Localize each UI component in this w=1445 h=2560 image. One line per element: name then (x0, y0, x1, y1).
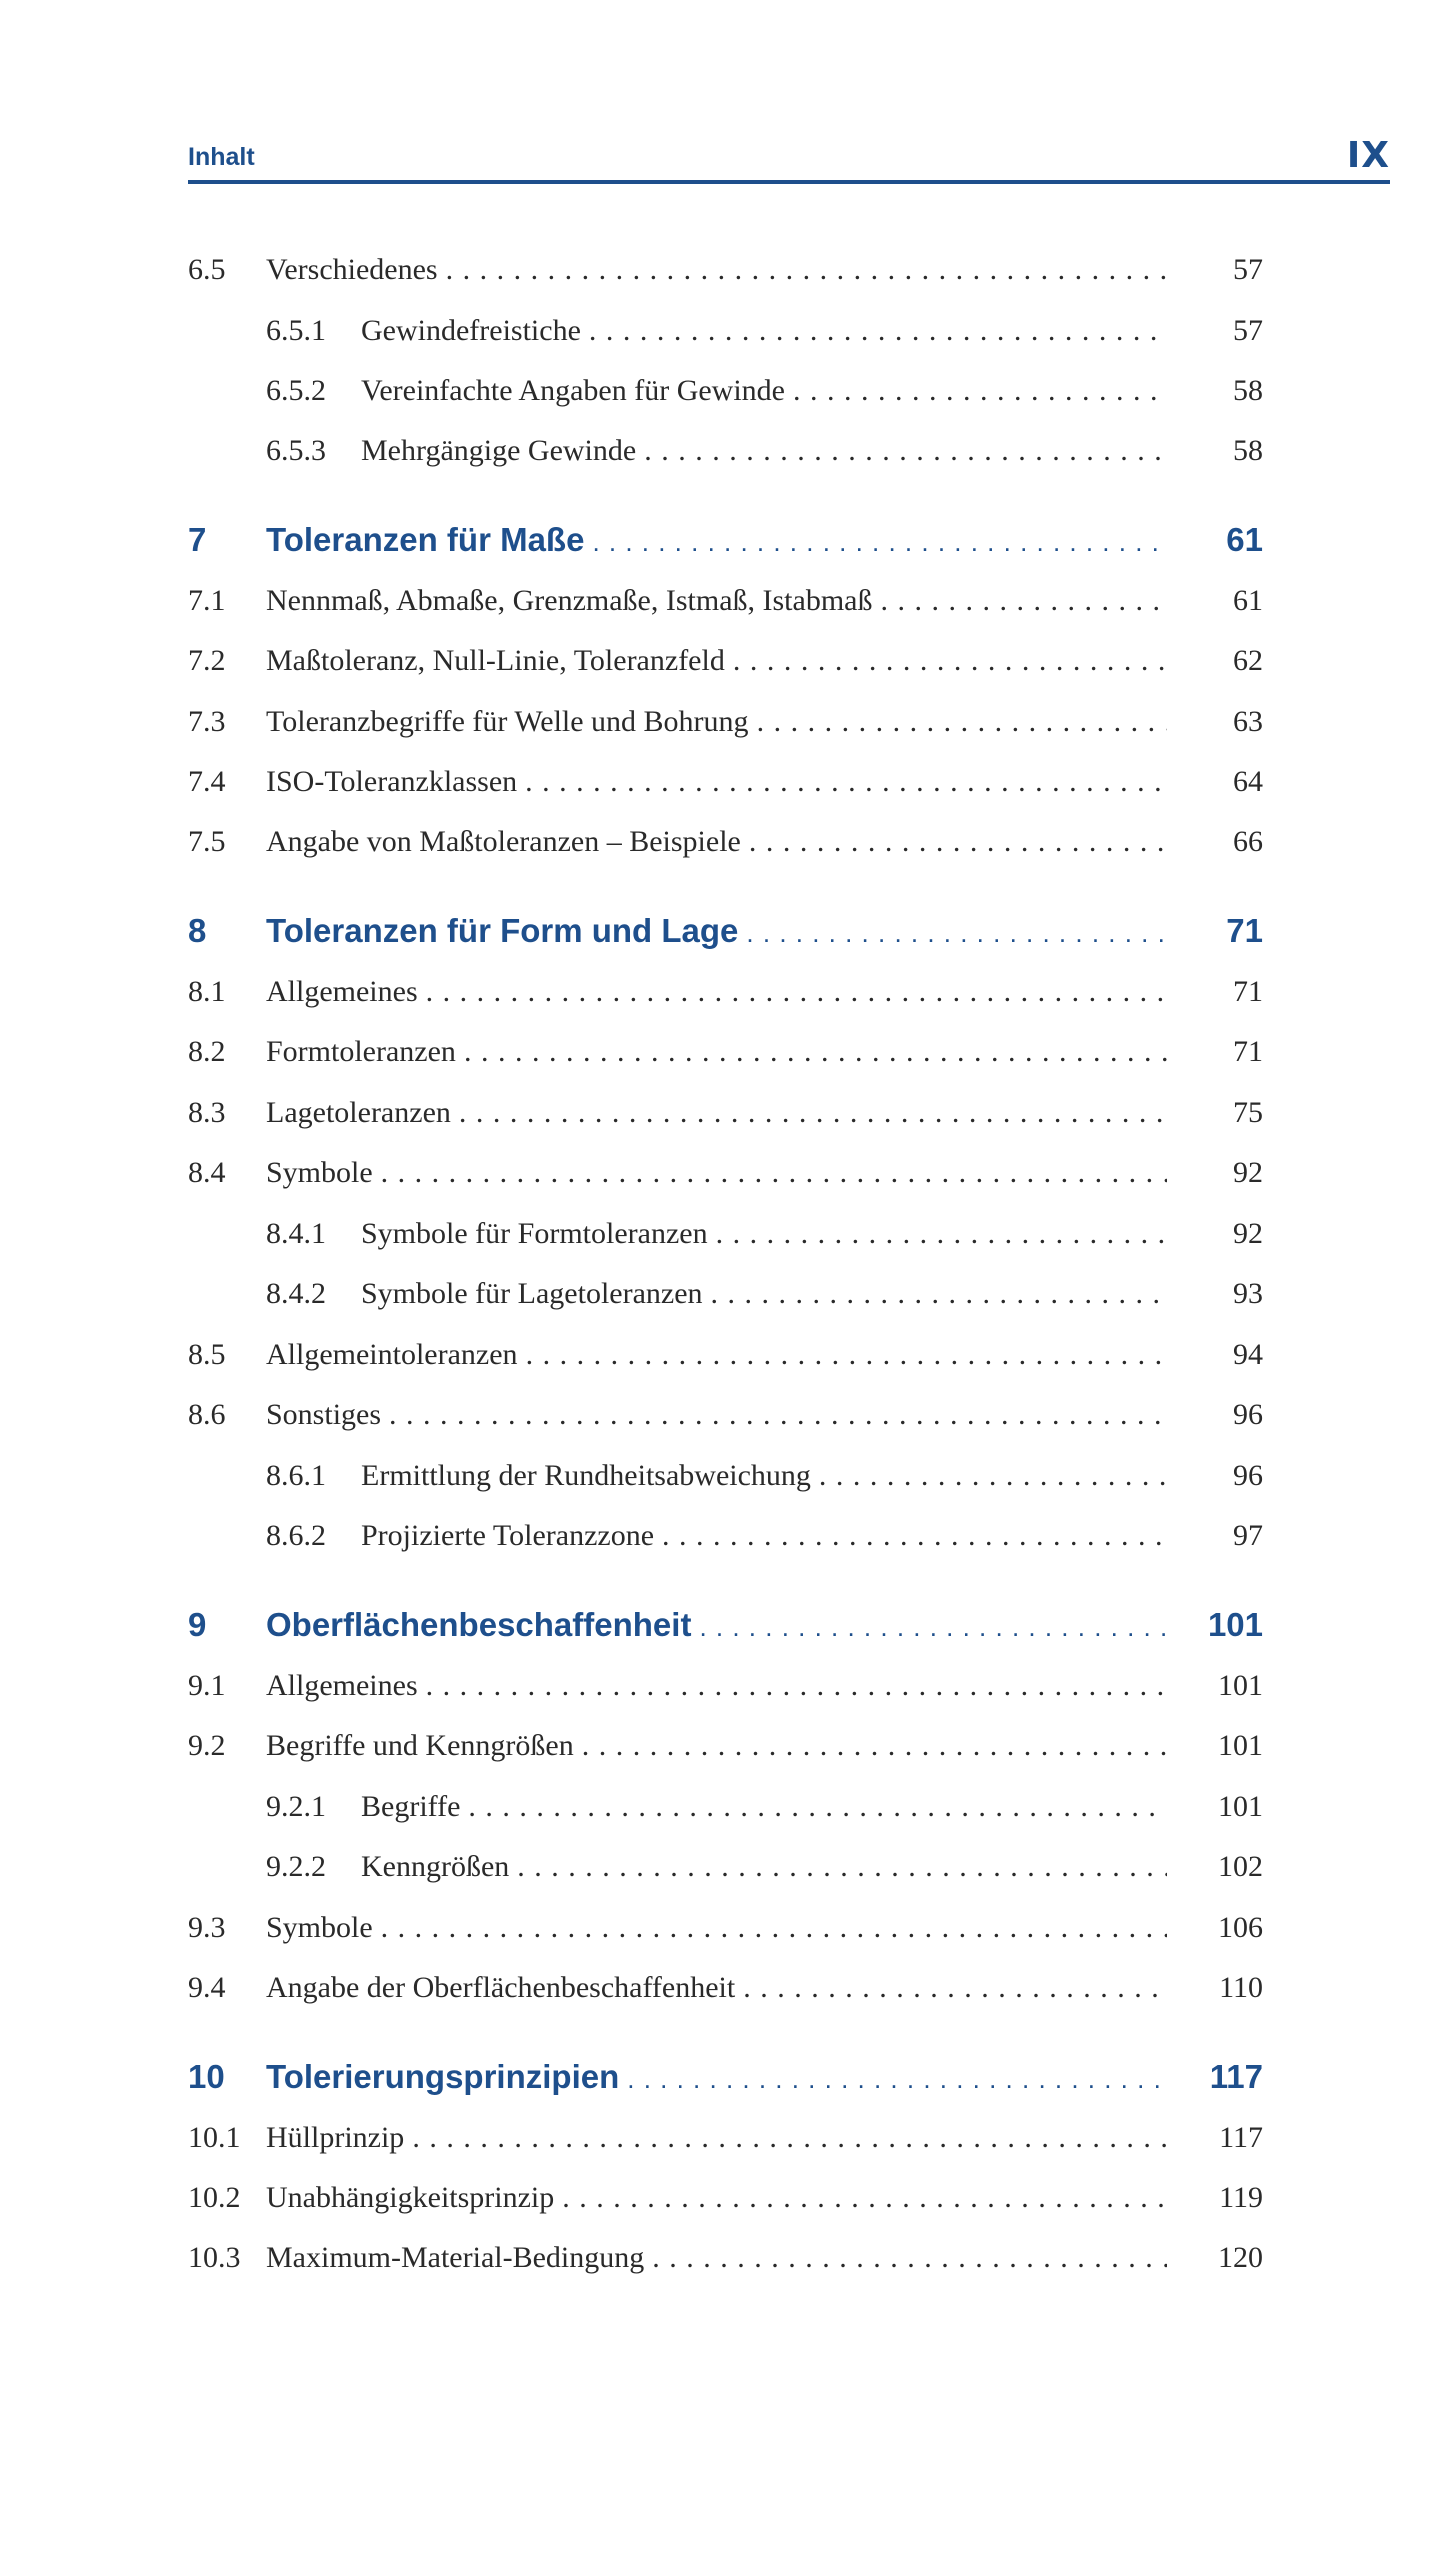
toc-entry[interactable] (188, 1664, 1263, 1708)
toc-entry[interactable] (188, 309, 1263, 353)
toc-entry-number: 9.4 (188, 1971, 226, 2004)
toc-entry-number: 8.2 (188, 1035, 226, 1068)
toc-entry-number: 9 (188, 1606, 207, 1643)
toc-entry-title: Ermittlung der Rundheitsabweichung . . . (361, 1454, 1167, 1498)
toc-entry-page: 117 (1219, 2121, 1263, 2154)
toc-entry-title: Symbole für Formtoleranzen . . . (361, 1212, 1167, 1256)
toc-entry-title: Toleranzen für Maße . . . (266, 518, 1167, 564)
toc-entry[interactable] (188, 248, 1263, 292)
toc-entry-number: 8.3 (188, 1096, 226, 1129)
toc-entry-number: 8.6.2 (266, 1519, 326, 1552)
toc-entry-number: 7.3 (188, 705, 226, 738)
toc-entry-number: 6.5.1 (266, 314, 326, 347)
toc-entry[interactable] (188, 2116, 1263, 2160)
toc-entry-title: Projizierte Toleranzzone . . . (361, 1514, 1167, 1558)
toc-entry-page: 62 (1233, 644, 1263, 677)
toc-entry[interactable] (188, 429, 1263, 473)
toc-entry-title: Maßtoleranz, Null-Linie, Toleranzfeld . . . (266, 639, 1167, 683)
toc-entry-number: 7.2 (188, 644, 226, 677)
page-header (188, 128, 1390, 184)
toc-entry-number: 8.4.1 (266, 1217, 326, 1250)
toc-entry-page: 71 (1233, 1035, 1263, 1068)
toc-entry-page: 106 (1218, 1911, 1263, 1944)
toc-entry-title: Symbole . . . (266, 1906, 1167, 1950)
toc-entry-title: Oberflächenbeschaffenheit . . . (266, 1603, 1167, 1649)
toc-entry-page: 97 (1233, 1519, 1263, 1552)
toc-entry-title: Kenngrößen . . . (361, 1845, 1167, 1889)
toc-entry-title: Begriffe . . . (361, 1785, 1167, 1829)
toc-entry-number: 6.5 (188, 253, 226, 286)
toc-entry[interactable] (188, 1333, 1263, 1377)
toc-entry-number: 7 (188, 521, 207, 558)
toc-entry[interactable] (188, 760, 1263, 804)
toc-chapter-entry[interactable] (188, 518, 1263, 562)
toc-entry-number: 10.3 (188, 2241, 241, 2274)
toc-entry-title: Unabhängigkeitsprinzip . . . (266, 2176, 1167, 2220)
toc-entry[interactable] (188, 1212, 1263, 1256)
toc-entry-number: 8 (188, 912, 207, 949)
toc-entry-title: Vereinfachte Angaben für Gewinde . . . (361, 369, 1167, 413)
toc-entry-page: 57 (1233, 253, 1263, 286)
toc-entry-number: 8.5 (188, 1338, 226, 1371)
toc-entry[interactable] (188, 1724, 1263, 1768)
toc-entry[interactable] (188, 2176, 1263, 2220)
toc-entry-title: ISO-Toleranzklassen . . . (266, 760, 1167, 804)
toc-entry-page: 58 (1233, 434, 1263, 467)
toc-entry-number: 7.1 (188, 584, 226, 617)
toc-entry-number: 7.5 (188, 825, 226, 858)
toc-entry-title: Maximum-Material-Bedingung . . . (266, 2236, 1167, 2280)
toc-entry-title: Angabe der Oberflächenbeschaffenheit . . . (266, 1966, 1167, 2010)
toc-entry-number: 10.2 (188, 2181, 241, 2214)
toc-chapter-entry[interactable] (188, 909, 1263, 953)
toc-entry-page: 101 (1218, 1790, 1263, 1823)
toc-entry-page: 119 (1219, 2181, 1263, 2214)
toc-entry-page: 92 (1233, 1156, 1263, 1189)
toc-entry-title: Toleranzen für Form und Lage . . . (266, 909, 1167, 955)
toc-entry-number: 6.5.3 (266, 434, 326, 467)
toc-entry-number: 9.1 (188, 1669, 226, 1702)
toc-entry[interactable] (188, 970, 1263, 1014)
toc-entry-number: 8.4 (188, 1156, 226, 1189)
toc-entry-page: 57 (1233, 314, 1263, 347)
toc-entry-title: Lagetoleranzen . . . (266, 1091, 1167, 1135)
toc-entry[interactable] (188, 2236, 1263, 2280)
toc-entry-page: 96 (1233, 1459, 1263, 1492)
toc-entry-number: 9.2 (188, 1729, 226, 1762)
toc-entry-page: 101 (1207, 1606, 1263, 1643)
toc-entry-number: 8.6.1 (266, 1459, 326, 1492)
toc-entry-page: 66 (1233, 825, 1263, 858)
toc-entry-page: 71 (1226, 912, 1263, 949)
toc-entry-title: Allgemeines . . . (266, 1664, 1167, 1708)
toc-entry-title: Hüllprinzip . . . (266, 2116, 1167, 2160)
toc-entry[interactable] (188, 1785, 1263, 1829)
toc-entry-title: Formtoleranzen . . . (266, 1030, 1167, 1074)
toc-entry-page: 120 (1218, 2241, 1263, 2274)
toc-entry-number: 9.2.2 (266, 1850, 326, 1883)
toc-entry-page: 63 (1233, 705, 1263, 738)
toc-entry-page: 58 (1233, 374, 1263, 407)
toc-entry-page: 61 (1226, 521, 1263, 558)
toc-chapter-entry[interactable] (188, 1603, 1263, 1647)
toc-entry[interactable] (188, 369, 1263, 413)
header-page-number: IX (1346, 135, 1390, 176)
toc-entry-title: Allgemeines . . . (266, 970, 1167, 1014)
toc-entry-title: Symbole . . . (266, 1151, 1167, 1195)
toc-entry-number: 8.6 (188, 1398, 226, 1431)
toc-entry[interactable] (188, 1454, 1263, 1498)
toc-entry[interactable] (188, 1906, 1263, 1950)
toc-entry-title: Mehrgängige Gewinde . . . (361, 429, 1167, 473)
toc-entry-title: Sonstiges . . . (266, 1393, 1167, 1437)
toc-entry[interactable] (188, 639, 1263, 683)
header-title: Inhalt (188, 143, 255, 171)
toc-entry[interactable] (188, 1091, 1263, 1135)
toc-entry-page: 64 (1233, 765, 1263, 798)
toc-entry-page: 96 (1233, 1398, 1263, 1431)
toc-entry-title: Tolerierungsprinzipien . . . (266, 2055, 1167, 2101)
toc-entry-number: 8.4.2 (266, 1277, 326, 1310)
toc-entry-number: 10 (188, 2058, 225, 2095)
toc-entry-page: 75 (1233, 1096, 1263, 1129)
toc-entry[interactable] (188, 1151, 1263, 1195)
toc-entry[interactable] (188, 579, 1263, 623)
toc-entry-title: Gewindefreistiche . . . (361, 309, 1167, 353)
toc-entry-title: Nennmaß, Abmaße, Grenzmaße, Istmaß, Istabmaß . . . (266, 579, 1167, 623)
toc-entry-page: 101 (1218, 1729, 1263, 1762)
toc-entry[interactable] (188, 1966, 1263, 2010)
toc-entry[interactable] (188, 1514, 1263, 1558)
toc-entry-page: 101 (1218, 1669, 1263, 1702)
toc-entry-page: 93 (1233, 1277, 1263, 1310)
toc-entry-page: 117 (1209, 2058, 1263, 2095)
toc-entry-title: Begriffe und Kenngrößen . . . (266, 1724, 1167, 1768)
toc-entry-number: 10.1 (188, 2121, 241, 2154)
toc-entry-number: 6.5.2 (266, 374, 326, 407)
toc-entry[interactable] (188, 820, 1263, 864)
toc-entry-title: Symbole für Lagetoleranzen . . . (361, 1272, 1167, 1316)
toc-entry[interactable] (188, 700, 1263, 744)
toc-entry-number: 8.1 (188, 975, 226, 1008)
toc-entry-page: 94 (1233, 1338, 1263, 1371)
toc-entry-title: Toleranzbegriffe für Welle und Bohrung . . . (266, 700, 1167, 744)
toc-entry-number: 7.4 (188, 765, 226, 798)
toc-entry-title: Angabe von Maßtoleranzen – Beispiele . . . (266, 820, 1167, 864)
toc-entry-page: 110 (1219, 1971, 1263, 2004)
toc-entry-page: 61 (1233, 584, 1263, 617)
toc-entry[interactable] (188, 1393, 1263, 1437)
toc-entry[interactable] (188, 1030, 1263, 1074)
toc-entry-number: 9.3 (188, 1911, 226, 1944)
toc-entry[interactable] (188, 1845, 1263, 1889)
toc-entry-page: 102 (1218, 1850, 1263, 1883)
toc-entry-page: 92 (1233, 1217, 1263, 1250)
toc-chapter-entry[interactable] (188, 2055, 1263, 2099)
toc-entry[interactable] (188, 1272, 1263, 1316)
toc-entry-title: Allgemeintoleranzen . . . (266, 1333, 1167, 1377)
toc-entry-title: Verschiedenes . . . (266, 248, 1167, 292)
toc-entry-number: 9.2.1 (266, 1790, 326, 1823)
toc-entry-page: 71 (1233, 975, 1263, 1008)
